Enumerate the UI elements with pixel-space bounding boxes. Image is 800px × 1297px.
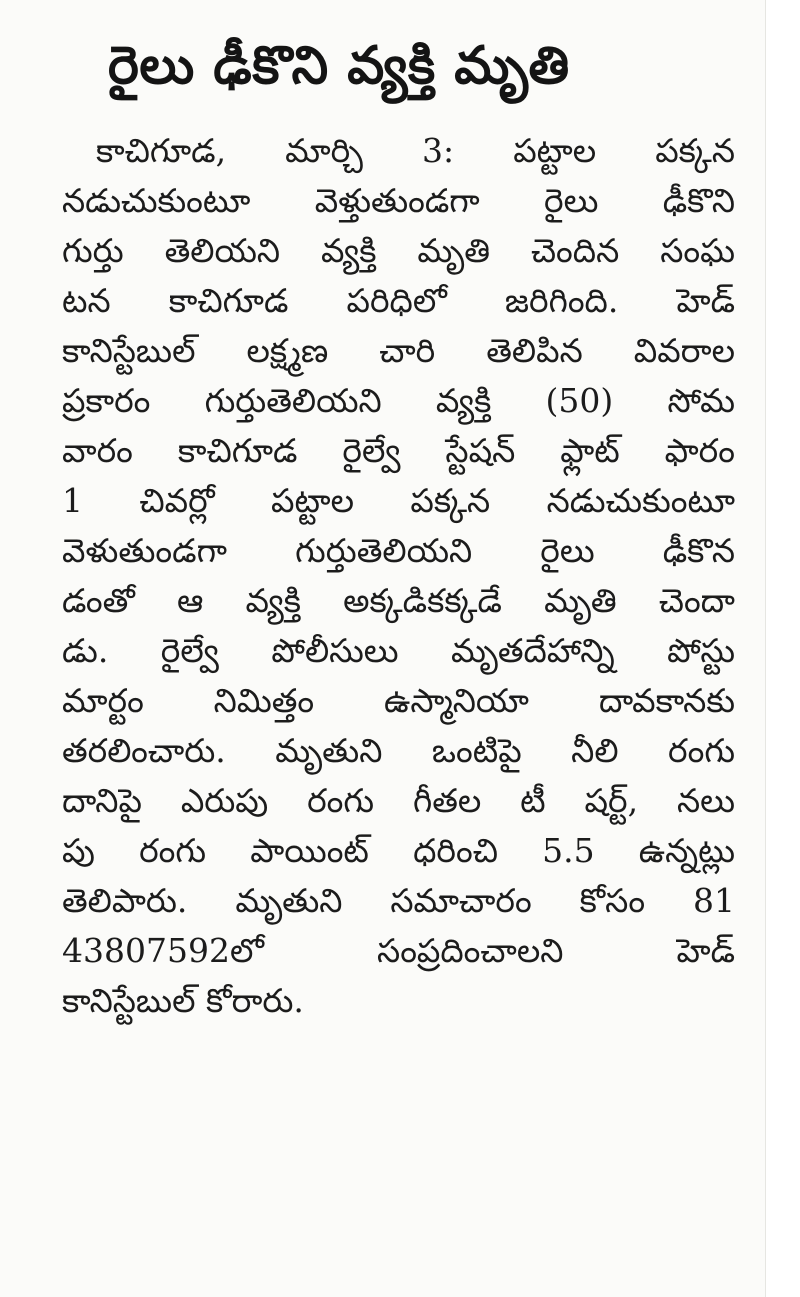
article-body xyxy=(62,126,735,1026)
article-line: ప్రకారం గుర్తుతెలియని వ్యక్తి (50) సోమ xyxy=(62,381,735,420)
article-line: డంతో ఆ వ్యక్తి అక్కడికక్కడే మృతి చెందా xyxy=(62,581,735,620)
article-line: డు. రైల్వే పోలీసులు మృతదేహాన్ని పోస్టు xyxy=(62,631,735,670)
article-line: నడుచుకుంటూ వెళ్తుతుండగా రైలు ఢీకొని xyxy=(62,181,735,220)
article-line: గుర్తు తెలియని వ్యక్తి మృతి చెందిన సంఘ xyxy=(62,231,735,270)
article-line: దానిపై ఎరుపు రంగు గీతల టీ షర్ట్, నలు xyxy=(62,781,735,820)
article-line: 43807592లో సంప్రదించాలని హెడ్ xyxy=(62,931,735,970)
article-line: 1 చివర్లో పట్టాల పక్కన నడుచుకుంటూ xyxy=(62,481,735,520)
article-line: పు రంగు పాయింట్ ధరించి 5.5 ఉన్నట్లు xyxy=(62,831,735,870)
article-line: కానిస్టేబుల్ లక్ష్మణ చారి తెలిపిన వివరాల xyxy=(62,331,735,370)
article-line: వారం కాచిగూడ రైల్వే స్టేషన్ ఫ్లాట్ ఫారం xyxy=(62,431,735,470)
article-line: కాచిగూడ, మార్చి 3: పట్టాల పక్కన xyxy=(96,131,735,170)
article-line: తరలించారు. మృతుని ఒంటిపై నీలి రంగు xyxy=(62,731,735,770)
article-line: మార్టం నిమిత్తం ఉస్మానియా దావకానకు xyxy=(62,681,735,720)
article-line: కానిస్టేబుల్ కోరారు. xyxy=(62,981,304,1020)
headline: రైలు ఢీకొని వ్యక్తి మృతి xyxy=(108,36,570,96)
article-line: టన కాచిగూడ పరిధిలో జరిగింది. హెడ్ xyxy=(62,281,735,320)
article-line: వెళుతుండగా గుర్తుతెలియని రైలు ఢీకొన xyxy=(62,531,735,570)
article-line: తెలిపారు. మృతుని సమాచారం కోసం 81 xyxy=(62,881,735,920)
